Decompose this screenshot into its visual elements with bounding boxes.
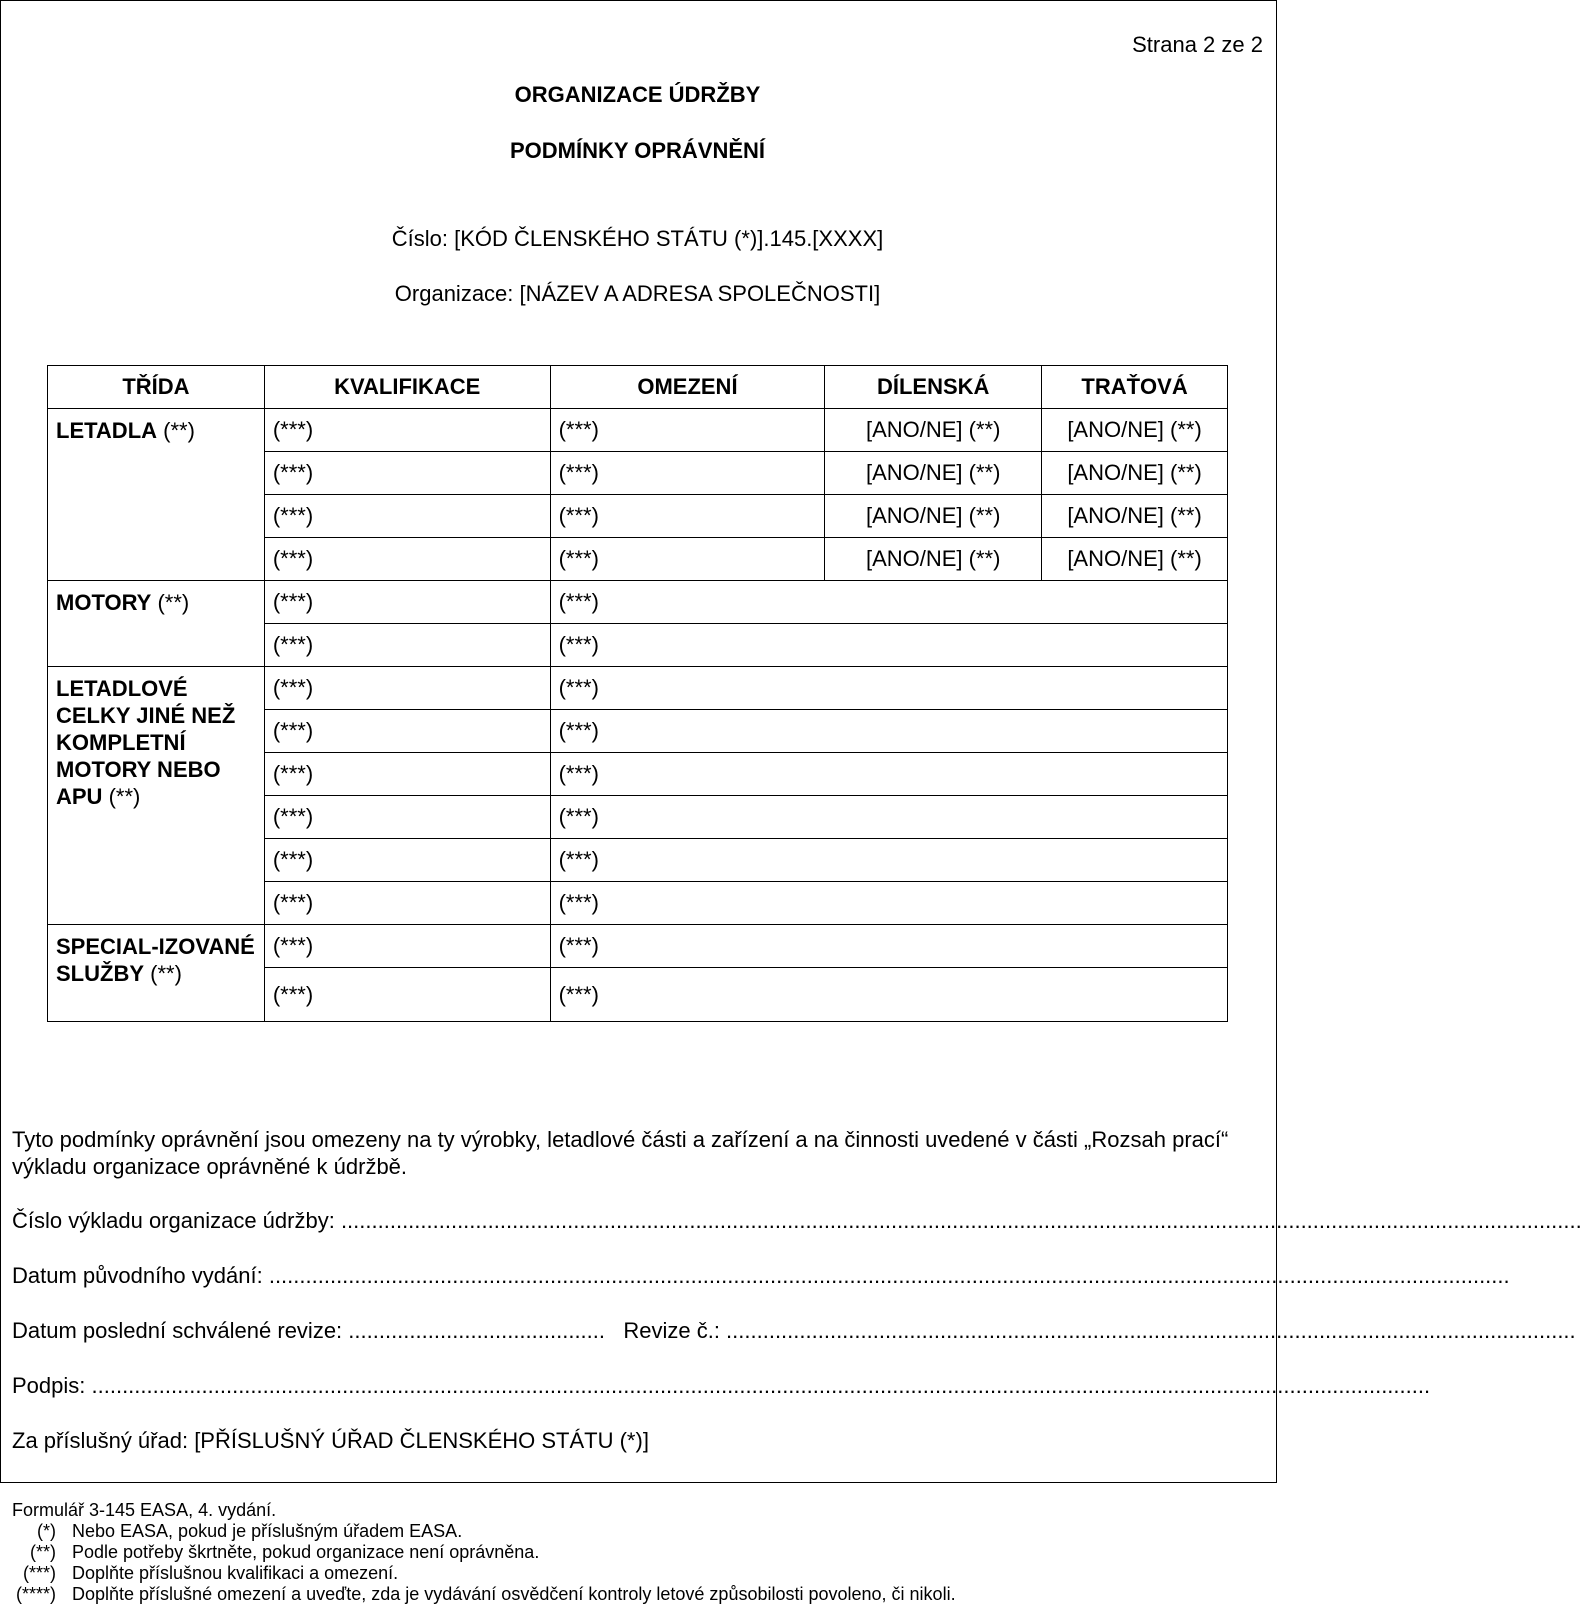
class-components-label: LETADLOVÉ CELKY JINÉ NEŽ KOMPLETNÍ MOTORY NEBO APU [56, 676, 236, 809]
last-revision-label: Datum poslední schválené revize: [12, 1318, 343, 1343]
signature-label: Podpis: [12, 1373, 86, 1398]
footer-notes [12, 1500, 956, 1605]
rating-cell: (***) [264, 968, 550, 1022]
line-cell: [ANO/NE] (**) [1042, 409, 1228, 452]
limitation-cell: (***) [550, 968, 1227, 1022]
footnote-mark: (****) [15, 1584, 56, 1604]
footnote [12, 1521, 956, 1542]
limitation-cell: (***) [550, 624, 1227, 667]
limitation-cell: (***) [550, 495, 825, 538]
rating-cell: (***) [264, 925, 550, 968]
table-row [48, 581, 1228, 624]
base-cell: [ANO/NE] (**) [825, 538, 1042, 581]
rating-cell: (***) [264, 452, 550, 495]
footnote-mark: (***) [22, 1563, 56, 1583]
limitation-cell: (***) [550, 452, 825, 495]
approval-number: Číslo: [KÓD ČLENSKÉHO STÁTU (*)].145.[XXXX] [391, 226, 884, 251]
approval-table [47, 365, 1228, 1022]
class-engines [48, 581, 265, 667]
table-row [48, 409, 1228, 452]
class-suffix: (**) [157, 590, 190, 615]
limitation-cell: (***) [550, 409, 825, 452]
class-components [48, 667, 265, 925]
table-row [48, 667, 1228, 710]
header-line: TRAŤOVÁ [1042, 366, 1228, 409]
header-limitation: OMEZENÍ [550, 366, 825, 409]
table-row [48, 925, 1228, 968]
limitation-cell: (***) [550, 839, 1227, 882]
footnote [12, 1584, 956, 1605]
rating-cell: (***) [264, 495, 550, 538]
line-cell: [ANO/NE] (**) [1042, 538, 1228, 581]
footnote-text: Doplňte příslušné omezení a uveďte, zda je vydávání osvědčení kontroly letové způsobilosti povoleno, či nikoli. [72, 1584, 956, 1604]
line-cell: [ANO/NE] (**) [1042, 452, 1228, 495]
class-suffix: (**) [108, 784, 141, 809]
class-engines-label: MOTORY [56, 590, 152, 615]
footnote-text: Nebo EASA, pokud je příslušným úřadem EASA. [72, 1521, 463, 1541]
limitation-cell: (***) [550, 796, 1227, 839]
class-aircraft-label: LETADLA [56, 418, 158, 443]
rating-cell: (***) [264, 882, 550, 925]
rating-cell: (***) [264, 839, 550, 882]
organization-name: Organizace: [NÁZEV A ADRESA SPOLEČNOSTI] [394, 281, 881, 306]
rating-cell: (***) [264, 710, 550, 753]
limitation-cell: (***) [550, 710, 1227, 753]
class-specialized [48, 925, 265, 1022]
limitation-cell: (***) [550, 581, 1227, 624]
header-rating: KVALIFIKACE [264, 366, 550, 409]
footnote-text: Doplňte příslušnou kvalifikaci a omezení. [72, 1563, 399, 1583]
authority-line: Za příslušný úřad: [PŘÍSLUŠNÝ ÚŘAD ČLENSKÉHO STÁTU (*)] [12, 1428, 649, 1453]
limitation-cell: (***) [550, 538, 825, 581]
table-header-row [48, 366, 1228, 409]
rating-cell: (***) [264, 538, 550, 581]
rating-cell: (***) [264, 409, 550, 452]
original-issue-field[interactable]: Datum původního vydání: ........................................................................................................................................................................................................... [12, 1263, 1510, 1288]
moe-number-field[interactable]: Číslo výkladu organizace údržby: ........................................................................................................................................................................................................... [12, 1208, 1582, 1233]
title-conditions: PODMÍNKY OPRÁVNĚNÍ [509, 138, 766, 163]
class-specialized-label: SPECIAL-IZOVANÉ SLUŽBY [56, 934, 255, 986]
rating-cell: (***) [264, 753, 550, 796]
base-cell: [ANO/NE] (**) [825, 495, 1042, 538]
scope-paragraph: Tyto podmínky oprávnění jsou omezeny na ty výrobky, letadlové části a zařízení a na činnosti uvedené v části „Rozsah prací“ výkladu organizace oprávněné k údržbě. [12, 1127, 1229, 1179]
page-number: Strana 2 ze 2 [1132, 32, 1263, 57]
rating-cell: (***) [264, 667, 550, 710]
rating-cell: (***) [264, 796, 550, 839]
footnote-mark: (*) [37, 1521, 56, 1541]
limitation-cell: (***) [550, 667, 1227, 710]
base-cell: [ANO/NE] (**) [825, 409, 1042, 452]
class-suffix: (**) [150, 961, 182, 986]
footnote [12, 1563, 956, 1584]
base-cell: [ANO/NE] (**) [825, 452, 1042, 495]
header-class: TŘÍDA [48, 366, 265, 409]
line-cell: [ANO/NE] (**) [1042, 495, 1228, 538]
rating-cell: (***) [264, 624, 550, 667]
footnote [12, 1542, 956, 1563]
limitation-cell: (***) [550, 753, 1227, 796]
last-revision-field[interactable]: Datum poslední schválené revize: .......................................... Revize č.: ........................................................................................................................................... [12, 1318, 1576, 1343]
original-issue-label: Datum původního vydání: [12, 1263, 263, 1288]
limitation-cell: (***) [550, 925, 1227, 968]
revision-number-label: Revize č.: [623, 1318, 720, 1343]
form-reference: Formulář 3-145 EASA, 4. vydání. [12, 1500, 277, 1520]
class-suffix: (**) [163, 418, 195, 443]
signature-field[interactable]: Podpis: ........................................................................................................................................................................................................................... [12, 1373, 1431, 1398]
class-aircraft [48, 409, 265, 581]
moe-number-label: Číslo výkladu organizace údržby: [12, 1208, 335, 1233]
footnote-text: Podle potřeby škrtněte, pokud organizace není oprávněna. [72, 1542, 540, 1562]
limitation-cell: (***) [550, 882, 1227, 925]
title-organization: ORGANIZACE ÚDRŽBY [514, 82, 761, 107]
header-base: DÍLENSKÁ [825, 366, 1042, 409]
rating-cell: (***) [264, 581, 550, 624]
footnote-mark: (**) [30, 1542, 56, 1562]
